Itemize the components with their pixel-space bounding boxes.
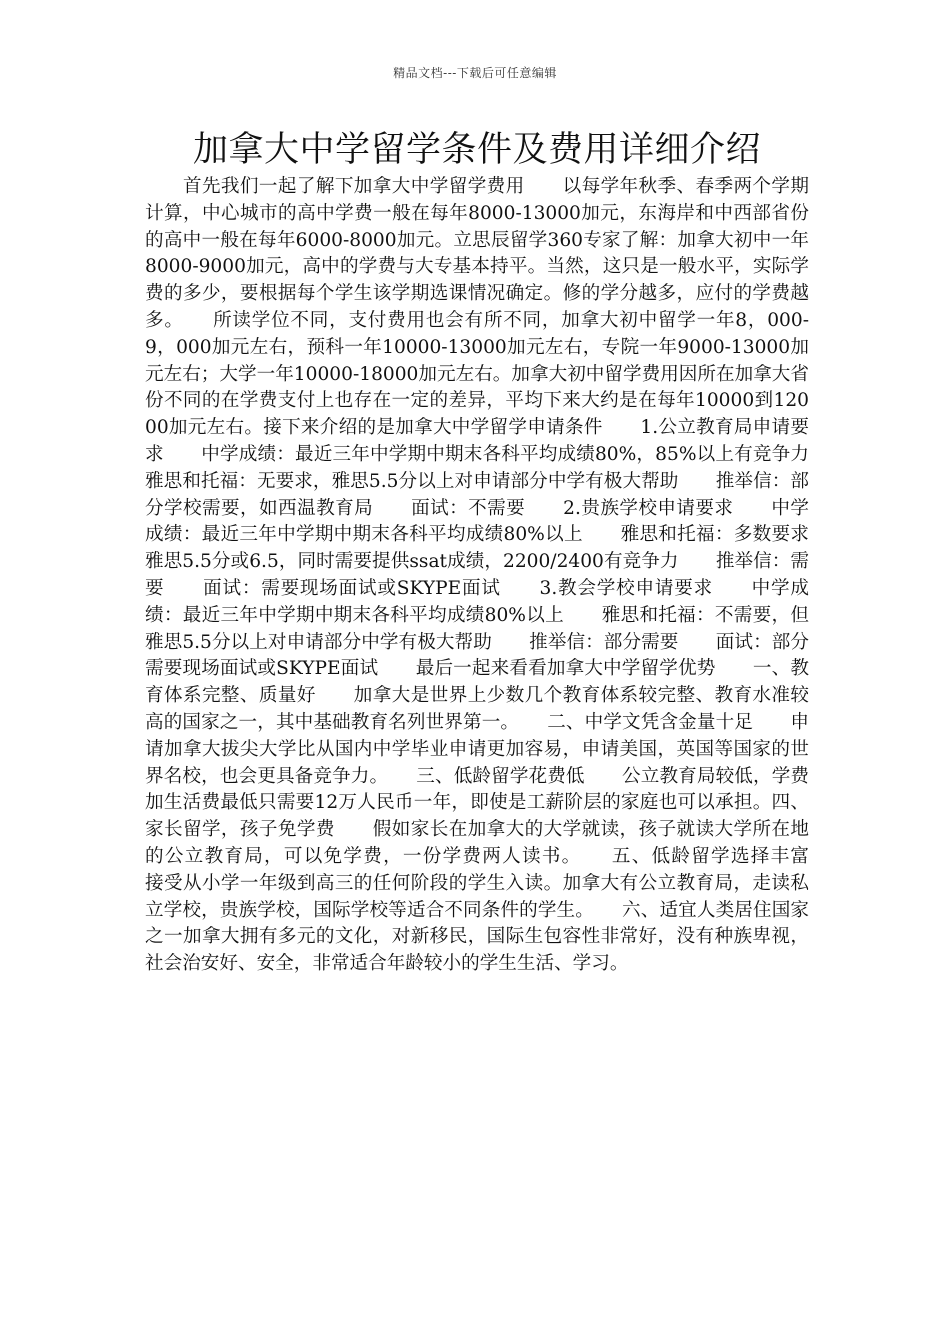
document-title: 加拿大中学留学条件及费用详细介绍: [192, 130, 761, 170]
document-body: 首先我们一起了解下加拿大中学留学费用 以每学年秋季、春季两个学期计算，中心城市的高中学费一般在每年8000-13000加元，东海岸和中西部省份的高中一般在每年6000-8000加元。立思辰留学360专家了解：加拿大初中一年8000-9000加元，高中的学费与大专基本持平。当然，这只是一般水平，实际学费的多少，要根据每个学生该学期选课情况确定。修的学分越多，应付的学费越多。 所读学位不同，支付费用也会有所不同，加拿大初中留学一年8，000-9，000加元左右，预科一年10000-13000加元左右，专院一年9000-13000加元左右；大学一年10000-18000加元左右。加拿大初中留学费用因所在加拿大省份不同的在学费支付上也存在一定的差异，平均下来大约是在每年10000到12000加元左右。接下来介绍的是加拿大中学留学申请条件 1.公立教育局申请要求 中学成绩：最近三年中学期中期末各科平均成绩80%，85%以上有竞争力 雅思和托福：无要求，雅思5.5分以上对申请部分中学有极大帮助 推举信：部分学校需要，如西温教育局 面试：不需要 2.贵族学校申请要求 中学成绩：最近三年中学期中期末各科平均成绩80%以上 雅思和托福：多数要求雅思5.5分或6.5，同时需要提供ssat成绩，2200/2400有竞争力 推举信：需要 面试：需要现场面试或SKYPE面试 3.教会学校申请要求 中学成绩：最近三年中学期中期末各科平均成绩80%以上 雅思和托福：不需要，但雅思5.5分以上对申请部分中学有极大帮助 推举信：部分需要 面试：部分需要现场面试或SKYPE面试 最后一起来看看加拿大中学留学优势 一、教育体系完整、质量好 加拿大是世界上少数几个教育体系较完整、教育水准较高的国家之一，其中基础教育名列世界第一。 二、中学文凭含金量十足 申请加拿大拔尖大学比从国内中学毕业申请更加容易，申请美国，英国等国家的世界名校，也会更具备竞争力。 三、低龄留学花费低 公立教育局较低，学费加生活费最低只需要12万人民币一年，即使是工薪阶层的家庭也可以承担。四、家长留学，孩子免学费 假如家长在加拿大的大学就读，孩子就读大学所在地的公立教育局，可以免学费，一份学费两人读书。 五、低龄留学选择丰富 接受从小学一年级到高三的任何阶段的学生入读。加拿大有公立教育局，走读私立学校，贵族学校，国际学校等适合不同条件的学生。 六、适宜人类居住国家之一加拿大拥有多元的文化，对新移民，国际生包容性非常好，没有种族卑视，社会治安好、安全，非常适合年龄较小的学生生活、学习。: [145, 176, 847, 975]
header-note: 精品文档---下载后可任意编辑: [393, 66, 557, 80]
